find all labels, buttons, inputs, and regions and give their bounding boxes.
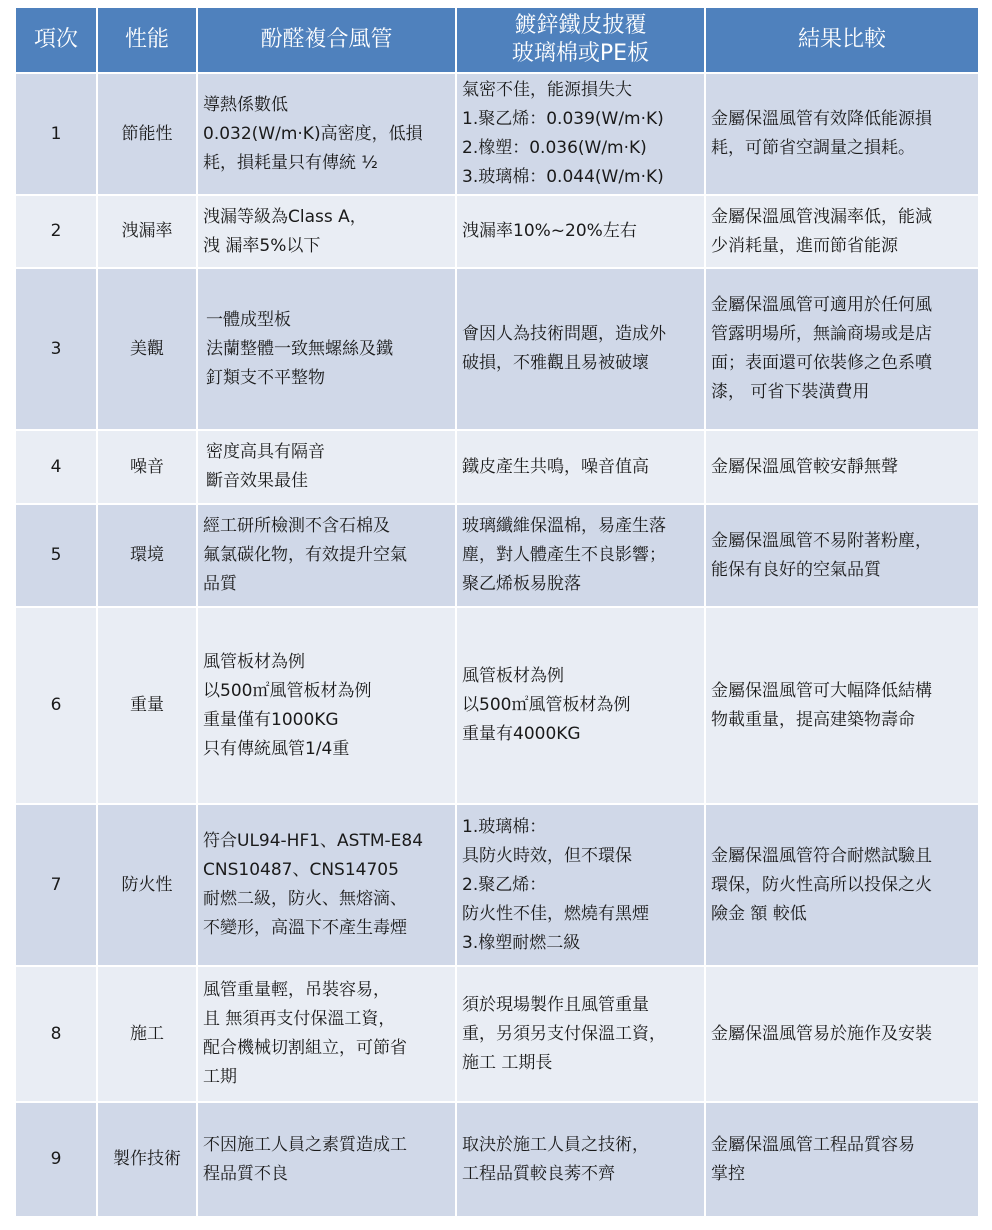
row-result-text: 金屬保溫風管有效降低能源損 耗，可節省空調量之損耗。: [706, 74, 980, 196]
row-performance: 美觀: [98, 269, 198, 431]
row-performance: 防火性: [98, 805, 198, 967]
row-phenolic-text: 一體成型板 法蘭整體一致無螺絲及鐵 釘類支不平整物: [198, 269, 457, 431]
row-performance: 節能性: [98, 74, 198, 196]
row-number: 4: [16, 431, 98, 505]
table-row: [16, 196, 980, 269]
row-phenolic-text: 風管重量輕，吊裝容易， 且 無須再支付保溫工資， 配合機械切割組立，可節省 工期: [198, 967, 457, 1103]
row-performance: 重量: [98, 608, 198, 805]
row-result-text: 金屬保溫風管不易附著粉塵， 能保有良好的空氣品質: [706, 505, 980, 608]
row-performance: 噪音: [98, 431, 198, 505]
row-result-text: 金屬保溫風管洩漏率低，能減 少消耗量，進而節省能源: [706, 196, 980, 269]
header-phenolic-duct: 酚醛複合風管: [198, 8, 457, 74]
row-galvanized-text: 1.玻璃棉： 具防火時效，但不環保 2.聚乙烯： 防火性不佳，燃燒有黑煙 3.橡塑耐燃二級: [457, 805, 706, 967]
table-row: [16, 967, 980, 1103]
table-row: [16, 1103, 980, 1218]
table-row: [16, 431, 980, 505]
header-result-comparison: 結果比較: [706, 8, 980, 74]
row-galvanized-text: 取決於施工人員之技術， 工程品質較良莠不齊: [457, 1103, 706, 1218]
row-phenolic-text: 不因施工人員之素質造成工 程品質不良: [198, 1103, 457, 1218]
comparison-table: [16, 8, 980, 1218]
table-row: [16, 269, 980, 431]
row-performance: 環境: [98, 505, 198, 608]
row-number: 2: [16, 196, 98, 269]
table-row: [16, 805, 980, 967]
table-row: [16, 74, 980, 196]
row-phenolic-text: 密度高具有隔音 斷音效果最佳: [198, 431, 457, 505]
row-galvanized-text: 風管板材為例 以500㎡風管板材為例 重量有4000KG: [457, 608, 706, 805]
row-result-text: 金屬保溫風管工程品質容易 掌控: [706, 1103, 980, 1218]
row-galvanized-text: 須於現場製作且風管重量 重，另須另支付保溫工資， 施工 工期長: [457, 967, 706, 1103]
table-row: [16, 505, 980, 608]
row-performance: 製作技術: [98, 1103, 198, 1218]
row-galvanized-text: 鐵皮產生共鳴，噪音值高: [457, 431, 706, 505]
row-number: 8: [16, 967, 98, 1103]
row-phenolic-text: 經工研所檢測不含石棉及 氟氯碳化物，有效提升空氣 品質: [198, 505, 457, 608]
row-phenolic-text: 符合UL94-HF1、ASTM-E84 CNS10487、CNS14705 耐燃二級，防火、無熔滴、 不變形，高溫下不產生毒煙: [198, 805, 457, 967]
row-number: 7: [16, 805, 98, 967]
row-galvanized-text: 會因人為技術問題，造成外 破損，不雅觀且易被破壞: [457, 269, 706, 431]
row-number: 6: [16, 608, 98, 805]
row-performance: 洩漏率: [98, 196, 198, 269]
row-galvanized-text: 洩漏率10%~20%左右: [457, 196, 706, 269]
row-number: 5: [16, 505, 98, 608]
header-galvanized-duct: 鍍鋅鐵皮披覆 玻璃棉或PE板: [457, 8, 706, 74]
row-phenolic-text: 風管板材為例 以500㎡風管板材為例 重量僅有1000KG 只有傳統風管1/4重: [198, 608, 457, 805]
row-phenolic-text: 導熱係數低 0.032(W/m·K)高密度，低損 耗，損耗量只有傳統 ½: [198, 74, 457, 196]
row-number: 3: [16, 269, 98, 431]
row-galvanized-text: 氣密不佳，能源損失大 1.聚乙烯：0.039(W/m·K) 2.橡塑：0.036(W/m·K) 3.玻璃棉：0.044(W/m·K): [457, 74, 706, 196]
header-performance: 性能: [98, 8, 198, 74]
header-row: [16, 8, 980, 74]
row-result-text: 金屬保溫風管可適用於任何風 管露明場所，無論商場或是店 面；表面還可依裝修之色系噴 漆， 可省下裝潢費用: [706, 269, 980, 431]
row-number: 1: [16, 74, 98, 196]
row-result-text: 金屬保溫風管較安靜無聲: [706, 431, 980, 505]
row-galvanized-text: 玻璃纖維保溫棉，易產生落 塵，對人體產生不良影響； 聚乙烯板易脫落: [457, 505, 706, 608]
row-result-text: 金屬保溫風管符合耐燃試驗且 環保，防火性高所以投保之火 險金 額 較低: [706, 805, 980, 967]
header-item-no: 項次: [16, 8, 98, 74]
row-number: 9: [16, 1103, 98, 1218]
row-result-text: 金屬保溫風管易於施作及安裝: [706, 967, 980, 1103]
row-performance: 施工: [98, 967, 198, 1103]
table-row: [16, 608, 980, 805]
row-phenolic-text: 洩漏等級為Class A， 洩 漏率5%以下: [198, 196, 457, 269]
row-result-text: 金屬保溫風管可大幅降低結構 物載重量，提高建築物壽命: [706, 608, 980, 805]
